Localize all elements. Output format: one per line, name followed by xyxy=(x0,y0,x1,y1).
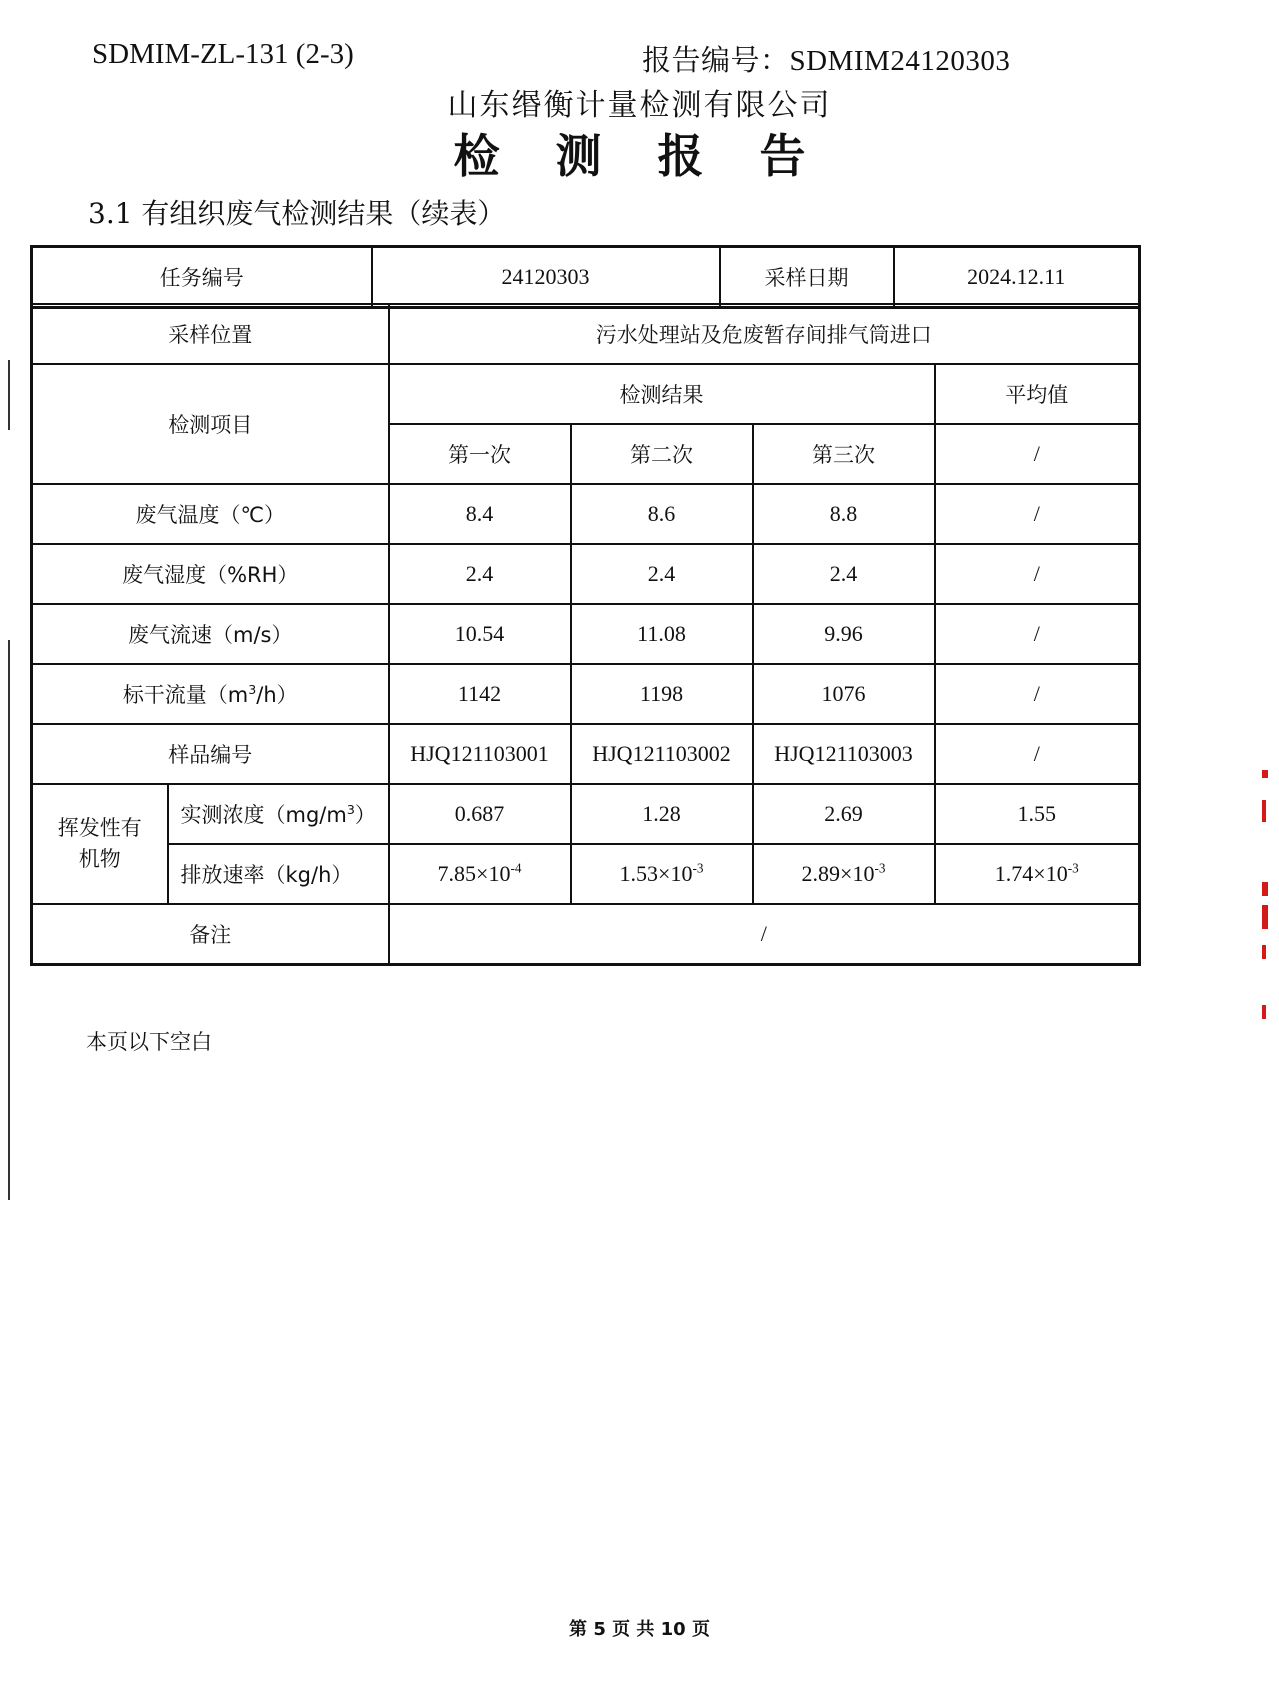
rate-avg-mantissa: 1.74×10 xyxy=(994,861,1068,886)
flow-name-prefix: 标干流量（m xyxy=(122,683,249,707)
cell-value: 2.4 xyxy=(753,544,935,604)
cell-value: 8.4 xyxy=(389,484,571,544)
table-row xyxy=(32,604,1140,664)
cell-value: 1142 xyxy=(389,664,571,724)
cell-value: 2.4 xyxy=(571,544,753,604)
rate-avg-exponent: -3 xyxy=(1067,860,1079,876)
rate-mantissa: 1.53×10 xyxy=(619,861,693,886)
conc-prefix: 实测浓度（mg/m xyxy=(180,803,347,827)
cell-value xyxy=(571,844,753,904)
cell-value: 8.8 xyxy=(753,484,935,544)
table-row-remark xyxy=(32,904,1140,965)
task-no-value: 24120303 xyxy=(372,247,720,308)
run-label-1: 第一次 xyxy=(389,424,571,484)
report-number-value: SDMIM24120303 xyxy=(789,45,1011,77)
rate-mantissa: 2.89×10 xyxy=(801,861,875,886)
cell-value xyxy=(753,844,935,904)
flow-name-suffix: /h） xyxy=(256,683,298,707)
cell-value xyxy=(389,844,571,904)
row-name-emission-rate: 排放速率（kg/h） xyxy=(168,844,389,904)
voc-group-label xyxy=(32,784,168,904)
flow-name-sup: 3 xyxy=(248,682,257,697)
voc-group-line2: 机物 xyxy=(78,847,121,871)
table-row-header1 xyxy=(32,364,1140,424)
result-label: 检测结果 xyxy=(389,364,935,424)
cell-average xyxy=(935,844,1140,904)
red-seal-fragment xyxy=(1262,882,1268,896)
scan-edge-mark xyxy=(8,360,10,430)
blank-page-note: 本页以下空白 xyxy=(86,1030,212,1054)
row-name-sample-id: 样品编号 xyxy=(32,724,389,784)
cell-value: 1198 xyxy=(571,664,753,724)
run-label-3: 第三次 xyxy=(753,424,935,484)
location-value: 污水处理站及危废暂存间排气筒进口 xyxy=(389,304,1140,364)
cell-average: / xyxy=(935,724,1140,784)
section-title: 3.1 有组织废气检测结果（续表） xyxy=(88,197,506,230)
cell-value: 2.4 xyxy=(389,544,571,604)
sample-date-value: 2024.12.11 xyxy=(894,247,1140,308)
remark-value: / xyxy=(389,904,1140,965)
table-row xyxy=(32,484,1140,544)
row-name-humidity: 废气湿度（%RH） xyxy=(32,544,389,604)
red-seal-fragment xyxy=(1262,945,1266,959)
item-label: 检测项目 xyxy=(32,364,389,484)
rate-exponent: -4 xyxy=(510,860,522,876)
form-code: SDMIM-ZL-131 (2-3) xyxy=(92,38,354,70)
table-row-task xyxy=(32,247,1140,308)
cell-value: 8.6 xyxy=(571,484,753,544)
main-table xyxy=(30,303,1141,966)
rate-exponent: -3 xyxy=(874,860,886,876)
page-footer: 第 5 页 共 10 页 xyxy=(569,1619,710,1640)
cell-value: 10.54 xyxy=(389,604,571,664)
report-number xyxy=(642,38,1010,79)
conc-sup: 3 xyxy=(346,802,355,817)
average-label: 平均值 xyxy=(935,364,1140,424)
table-row-location xyxy=(32,304,1140,364)
row-name-temperature: 废气温度（℃） xyxy=(32,484,389,544)
table-row xyxy=(32,784,1140,844)
table-row xyxy=(32,844,1140,904)
cell-value: 9.96 xyxy=(753,604,935,664)
average-slash: / xyxy=(935,424,1140,484)
scan-edge-mark xyxy=(8,640,10,1200)
cell-value: HJQ121103001 xyxy=(389,724,571,784)
cell-average: / xyxy=(935,664,1140,724)
cell-value: 1.28 xyxy=(571,784,753,844)
company-name: 山东缗衡计量检测有限公司 xyxy=(447,88,832,123)
red-seal-fragment xyxy=(1262,1005,1266,1019)
cell-value: HJQ121103003 xyxy=(753,724,935,784)
cell-value: 11.08 xyxy=(571,604,753,664)
red-seal-fragment xyxy=(1262,770,1268,778)
row-name-concentration xyxy=(168,784,389,844)
row-name-flow xyxy=(32,664,389,724)
sample-date-label: 采样日期 xyxy=(720,247,894,308)
table-row xyxy=(32,664,1140,724)
conc-suffix: ） xyxy=(354,803,376,827)
result-table xyxy=(30,245,1141,309)
voc-group-line1: 挥发性有 xyxy=(57,815,142,840)
red-seal-fragment xyxy=(1262,905,1268,929)
table-row xyxy=(32,544,1140,604)
cell-value: HJQ121103002 xyxy=(571,724,753,784)
task-no-label: 任务编号 xyxy=(32,247,372,308)
run-label-2: 第二次 xyxy=(571,424,753,484)
report-number-label: 报告编号： xyxy=(642,45,790,77)
red-seal-fragment xyxy=(1262,800,1266,822)
cell-average: / xyxy=(935,544,1140,604)
cell-average: / xyxy=(935,604,1140,664)
cell-average: 1.55 xyxy=(935,784,1140,844)
document-title: 检 测 报 告 xyxy=(453,129,826,183)
rate-mantissa: 7.85×10 xyxy=(437,861,511,886)
rate-exponent: -3 xyxy=(692,860,704,876)
cell-value: 1076 xyxy=(753,664,935,724)
location-label: 采样位置 xyxy=(32,304,389,364)
cell-average: / xyxy=(935,484,1140,544)
table-row xyxy=(32,724,1140,784)
remark-label: 备注 xyxy=(32,904,389,965)
row-name-velocity: 废气流速（m/s） xyxy=(32,604,389,664)
cell-value: 0.687 xyxy=(389,784,571,844)
cell-value: 2.69 xyxy=(753,784,935,844)
